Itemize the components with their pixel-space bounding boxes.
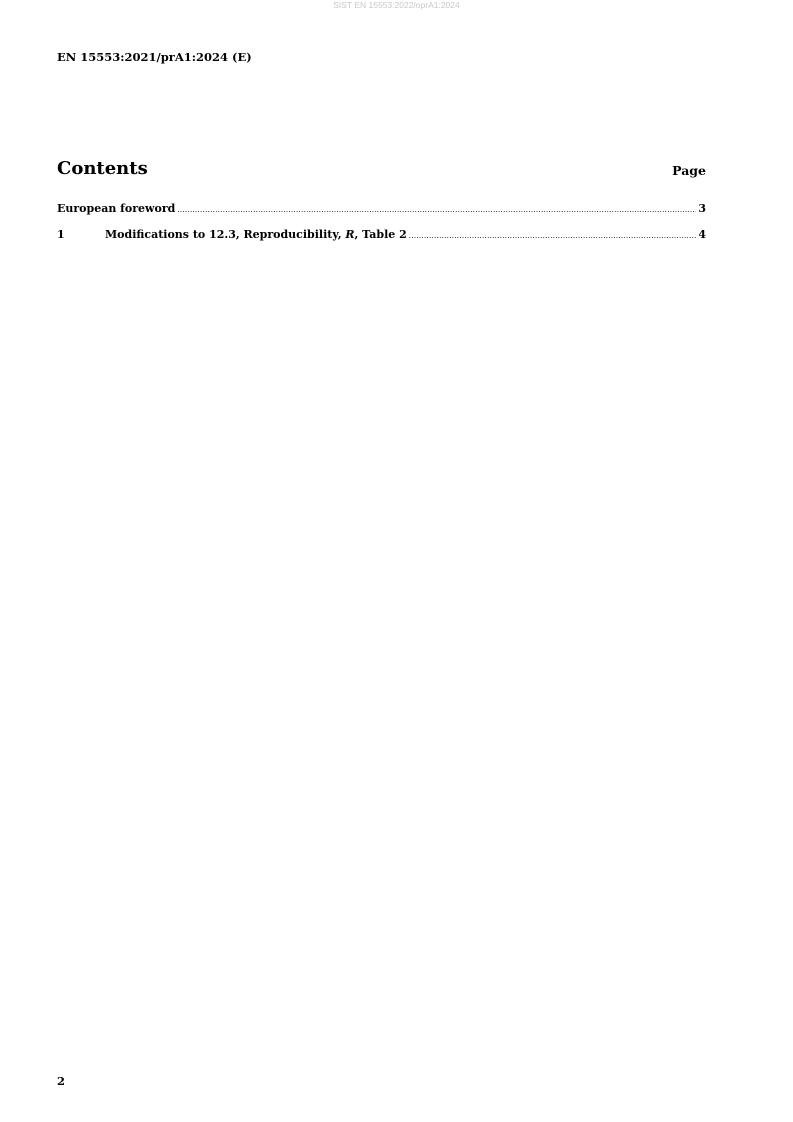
toc-entry-title-part: Modifications to 12.3, Reproducibility, xyxy=(105,228,346,241)
page-column-label: Page xyxy=(672,163,706,178)
table-of-contents xyxy=(57,201,706,253)
page-number: 2 xyxy=(57,1074,66,1088)
toc-entry-page: 3 xyxy=(698,202,706,215)
watermark: SIST EN 15553:2022/oprA1:2024 xyxy=(333,0,460,10)
toc-entry-number: 1 xyxy=(57,228,65,241)
toc-entry-european-foreword[interactable] xyxy=(57,201,706,219)
toc-entry-modifications[interactable] xyxy=(57,227,706,245)
toc-entry-title-part: , Table 2 xyxy=(354,228,407,241)
contents-heading: Contents xyxy=(57,158,148,179)
toc-dot-leader xyxy=(409,228,697,244)
toc-entry-title xyxy=(105,227,407,243)
toc-entry-title: European foreword xyxy=(57,202,176,215)
document-id-header: EN 15553:2021/prA1:2024 (E) xyxy=(57,50,252,64)
toc-entry-page: 4 xyxy=(698,228,706,241)
toc-dot-leader xyxy=(177,202,696,218)
toc-entry-title-italic: R xyxy=(345,228,355,241)
